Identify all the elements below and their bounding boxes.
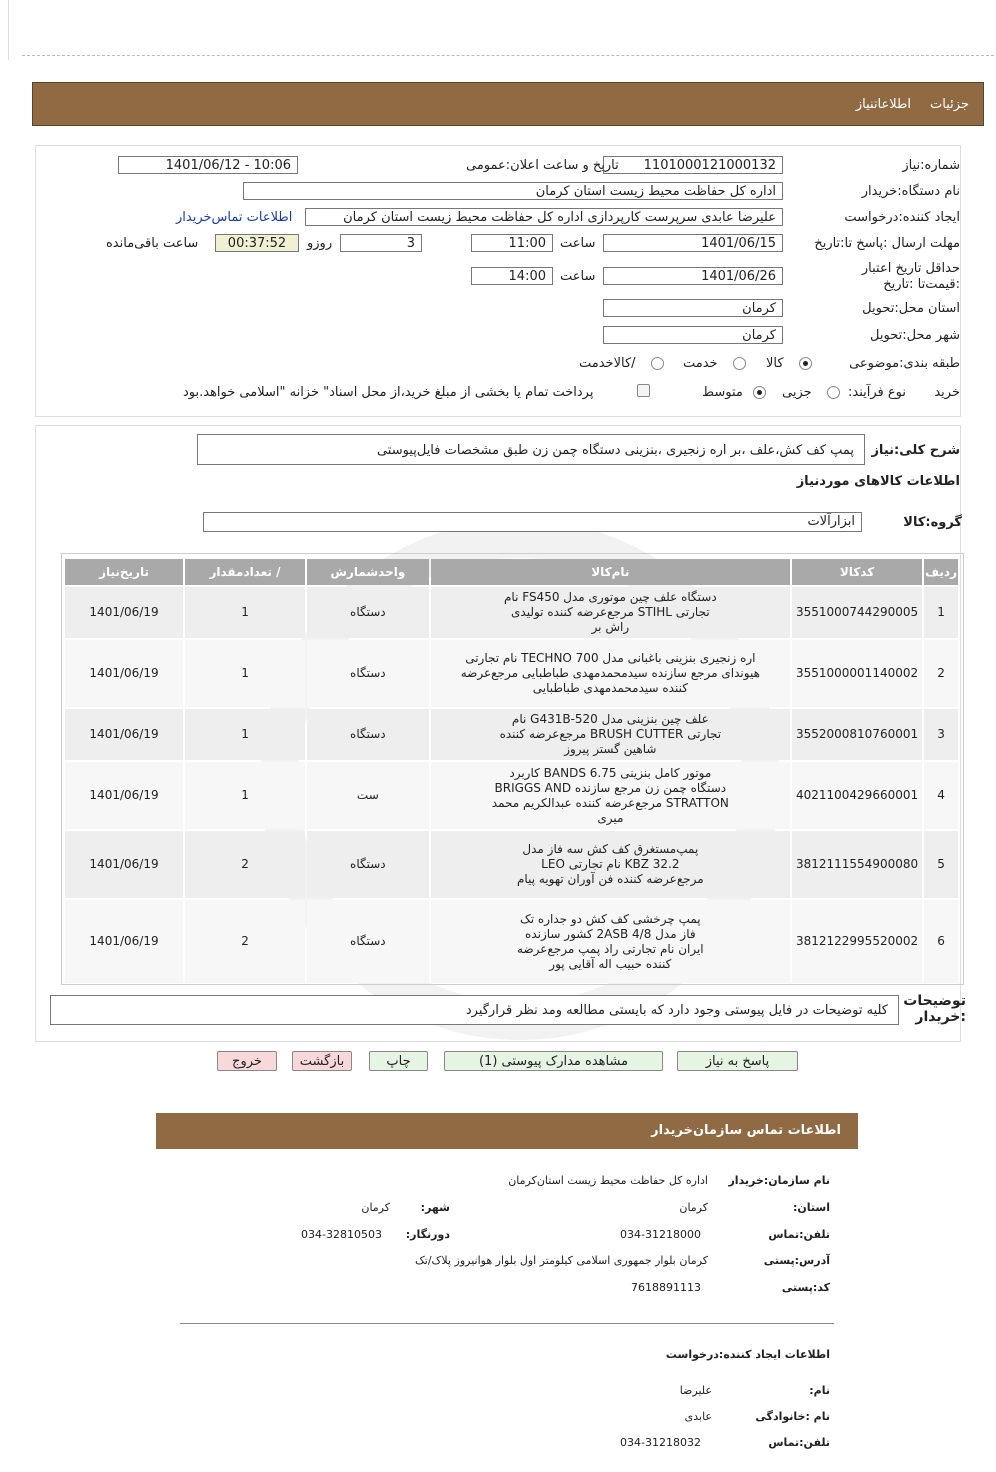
col-header-row: ردیف <box>924 559 958 585</box>
cell-date: 1401/06/19 <box>65 587 183 638</box>
creator-name-value: علیرضا <box>679 1384 712 1397</box>
province-field: کرمان <box>603 299 783 317</box>
cell-qty: 2 <box>185 831 305 898</box>
process-radio-medium[interactable] <box>753 386 766 399</box>
page-edge-line <box>8 0 9 60</box>
buyer-contact-link[interactable]: اطلاعات تماس‌خریدار <box>176 210 293 225</box>
remaining-time-field: 00:37:52 <box>215 234 299 252</box>
remaining-label: ساعت باقی‌مانده <box>106 236 199 251</box>
contact-fax-label: دورنگار: <box>405 1228 450 1241</box>
cell-name <box>431 762 790 829</box>
cell-qty: 1 <box>185 762 305 829</box>
city-label: شهر محل:تحویل <box>870 328 960 343</box>
cell-unit: دستگاه <box>307 900 429 983</box>
contact-header <box>156 1113 858 1149</box>
deadline-label: مهلت ارسال :پاسخ تا:تاریخ <box>814 236 960 251</box>
cell-qty: 1 <box>185 640 305 707</box>
contact-city-value: کرمان <box>361 1201 390 1214</box>
need-number-label: شماره:نیاز <box>902 158 960 173</box>
contact-postal-value: 7618891113 <box>631 1281 701 1294</box>
process-option-medium: متوسط <box>702 385 743 400</box>
cell-name <box>431 900 790 983</box>
cell-unit: دستگاه <box>307 709 429 760</box>
creator-title: اطلاعات ایجاد کننده:درخواست <box>665 1348 830 1361</box>
contact-title: اطلاعات تماس سازمان‌خریدار <box>651 1123 841 1138</box>
cell-name <box>431 709 790 760</box>
creator-phone-value: 034-31218032 <box>620 1436 701 1449</box>
contact-phone-label: تلفن:تماس <box>768 1228 830 1241</box>
validity-time-label: ساعت <box>560 269 596 284</box>
cell-row-number: 3 <box>924 709 958 760</box>
buyer-notes-label: توضیحات :خریدار <box>903 993 966 1025</box>
col-header-date: تاریخ‌نیاز <box>65 559 183 585</box>
table-row <box>65 900 958 983</box>
cell-date: 1401/06/19 <box>65 831 183 898</box>
treasury-payment-checkbox[interactable] <box>637 384 650 397</box>
top-divider <box>22 55 994 56</box>
cell-qty: 2 <box>185 900 305 983</box>
buyer-org-label: نام دستگاه:خریدار <box>861 184 960 199</box>
need-number-field: 1101000121000132 <box>603 156 783 174</box>
contact-postal-label: کد:پستی <box>781 1281 830 1294</box>
validity-date-field: 1401/06/26 <box>603 267 783 285</box>
reply-button[interactable]: پاسخ به نیاز <box>677 1051 798 1071</box>
validity-label: حداقل تاریخ اعتبار :قیمت‌تا :تاریخ <box>861 261 960 292</box>
item-name-text: دستگاه علف چین موتوری مدل FS450 نام تجارتی STIHL مرجع‌عرضه کننده تولیدی راش بر <box>504 590 717 634</box>
contact-phone-value: 034-31218000 <box>620 1228 701 1241</box>
cell-unit: دستگاه <box>307 587 429 638</box>
summary-field: پمپ کف کش،علف ،بر اره زنجیری ،بنزینی دستگاه چمن زن طبق مشخصات فایل‌پیوستی <box>197 434 865 465</box>
col-header-qty: / تعدادمقدار <box>185 559 305 585</box>
cell-name <box>431 831 790 898</box>
contact-province-value: کرمان <box>679 1201 708 1214</box>
category-label: طبقه بندی:موضوعی <box>849 356 960 371</box>
cell-name <box>431 587 790 638</box>
creator-family-label: نام :خانوادگی <box>755 1410 830 1423</box>
cell-unit: ست <box>307 762 429 829</box>
contact-fax-value: 034-32810503 <box>301 1228 382 1241</box>
city-field: کرمان <box>603 326 783 344</box>
contact-org-value: اداره کل حفاظت محیط زیست استان‌کرمان <box>508 1174 708 1187</box>
process-option-minor: جزیی <box>782 385 812 400</box>
process-buy-label: خرید <box>934 385 960 400</box>
buyer-notes-field: کلیه توضیحات در فایل پیوستی وجود دارد که بایستی مطالعه ومد نظر قرارگیرد <box>50 995 899 1025</box>
contact-province-label: استان: <box>793 1201 830 1214</box>
process-label: نوع فرآیند: <box>848 385 906 400</box>
col-header-unit: واحدشمارش <box>307 559 429 585</box>
cell-row-number: 5 <box>924 831 958 898</box>
cell-unit: دستگاه <box>307 831 429 898</box>
contact-city-label: شهر: <box>420 1201 450 1214</box>
tab-need-info[interactable]: اطلاعاتنیاز <box>855 97 911 112</box>
cell-code: 3812122995520002 <box>792 900 922 983</box>
contact-divider <box>180 1323 834 1324</box>
cell-name <box>431 640 790 707</box>
item-name-text: پمپ چرخشی کف کش دو جداره تک فاز مدل 2ASB 4/8 کشور سازنده ایران نام تجارتی راد پمپ مرجع‌عرضه کننده حبیب اله آقایی پور <box>517 911 704 971</box>
days-field: 3 <box>340 234 422 252</box>
table-row <box>65 587 958 638</box>
cell-date: 1401/06/19 <box>65 900 183 983</box>
validity-time-field: 14:00 <box>471 267 553 285</box>
province-label: استان محل:تحویل <box>862 301 960 316</box>
cell-code: 3551000001140002 <box>792 640 922 707</box>
goods-info-title: اطلاعات کالاهای موردنیاز <box>796 474 960 489</box>
process-radio-minor[interactable] <box>827 386 840 399</box>
treasury-payment-note: پرداخت تمام یا بخشی از مبلغ خرید،از محل اسناد" خزانه "اسلامی خواهد.بود <box>183 385 594 400</box>
category-radio-both[interactable] <box>651 357 664 370</box>
cell-row-number: 2 <box>924 640 958 707</box>
category-option-service: خدمت <box>683 356 718 371</box>
print-button[interactable]: چاپ <box>369 1051 428 1071</box>
announce-field: 1401/06/12 - 10:06 <box>118 156 298 174</box>
items-table <box>63 557 960 985</box>
requester-field: علیرضا عابدی سرپرست کارپردازی اداره کل حفاظت محیط زیست استان کرمان <box>305 208 783 226</box>
goods-group-field: ابزارآلات <box>203 512 862 532</box>
announce-label: تاریخ و ساعت اعلان:عمومی <box>466 158 619 173</box>
buyer-org-field: اداره کل حفاظت محیط زیست استان کرمان <box>243 182 783 200</box>
col-header-code: کدکالا <box>792 559 922 585</box>
cell-unit: دستگاه <box>307 640 429 707</box>
table-row <box>65 762 958 829</box>
cell-row-number: 1 <box>924 587 958 638</box>
col-header-name: نام‌کالا <box>431 559 790 585</box>
summary-label: شرح کلی:نیاز <box>871 443 960 458</box>
contact-address-value: کرمان بلوار جمهوری اسلامی کیلومتر اول بلوار هوانیروز پلاک/تک <box>414 1254 708 1267</box>
item-name-text: اره زنجیری بنزینی باغبانی مدل TECHNO 700 نام تجارتی هیوندای مرجع سازنده سیدمحمدمهدی طباطبایی مرجع‌عرضه کننده سیدمحمدمهدی طباطبایی <box>460 651 760 695</box>
requester-label: ایجاد کننده:درخواست <box>844 210 960 225</box>
exit-button[interactable]: خروج <box>217 1051 277 1071</box>
cell-row-number: 6 <box>924 900 958 983</box>
cell-qty: 1 <box>185 587 305 638</box>
page-header <box>32 82 984 126</box>
table-row <box>65 640 958 707</box>
creator-name-label: نام: <box>809 1384 830 1397</box>
cell-code: 4021100429660001 <box>792 762 922 829</box>
table-row <box>65 831 958 898</box>
cell-date: 1401/06/19 <box>65 762 183 829</box>
deadline-time-field: 11:00 <box>471 234 553 252</box>
back-button[interactable]: بازگشت <box>292 1051 352 1071</box>
tab-details[interactable]: جزئیات <box>930 97 969 112</box>
item-name-text: موتور کامل بنزینی BANDS 6.75 کاربرد دستگاه چمن زن مرجع سازنده BRIGGS AND STRATTON مرجع‌عرضه کننده عبدالکریم محمد میری <box>491 765 729 825</box>
cell-code: 3551000744290005 <box>792 587 922 638</box>
view-attachments-button[interactable]: مشاهده مدارک پیوستی (1) <box>444 1051 663 1071</box>
item-name-text: پمپ‌مستغرق کف کش سه فاز مدل KBZ 32.2 نام تجارتی LEO مرجع‌عرضه کننده فن آوران تهویه پیام <box>516 842 704 886</box>
deadline-date-field: 1401/06/15 <box>603 234 783 252</box>
category-option-both: /کالاخدمت <box>579 356 636 371</box>
creator-phone-label: تلفن:تماس <box>768 1436 830 1449</box>
category-option-goods: کالا <box>766 356 784 371</box>
cell-date: 1401/06/19 <box>65 709 183 760</box>
cell-code: 3552000810760001 <box>792 709 922 760</box>
deadline-time-label: ساعت <box>560 236 596 251</box>
goods-group-label: گروه:کالا <box>903 515 962 530</box>
table-row <box>65 709 958 760</box>
item-name-text: علف چین بنزینی مدل G431B-520 نام تجارتی BRUSH CUTTER مرجع‌عرضه کننده شاهین گستر پیروز <box>499 712 722 756</box>
creator-family-value: عابدی <box>684 1410 712 1423</box>
cell-row-number: 4 <box>924 762 958 829</box>
category-radio-service[interactable] <box>733 357 746 370</box>
category-radio-goods[interactable] <box>799 357 812 370</box>
days-label: روزو <box>307 236 333 251</box>
contact-org-label: نام سازمان:خریدار <box>728 1174 830 1187</box>
cell-qty: 1 <box>185 709 305 760</box>
contact-address-label: آدرس:پستی <box>763 1254 830 1267</box>
cell-date: 1401/06/19 <box>65 640 183 707</box>
cell-code: 3812111554900080 <box>792 831 922 898</box>
